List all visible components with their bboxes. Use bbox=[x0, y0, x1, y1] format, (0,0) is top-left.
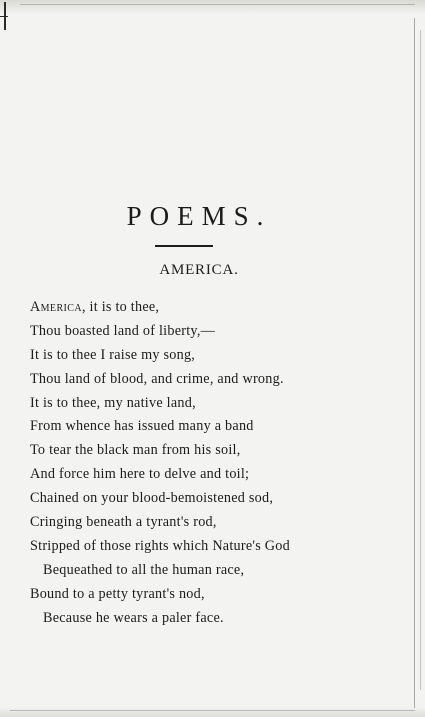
scan-right-edge bbox=[414, 18, 415, 708]
poem-line: Chained on your blood-bemoistened sod, bbox=[30, 490, 274, 507]
poem-line: From whence has issued many a band bbox=[30, 418, 254, 435]
poem-line: Bound to a petty tyrant's nod, bbox=[30, 585, 205, 602]
section-title: POEMS. bbox=[126, 201, 272, 231]
poem-first-word: America bbox=[30, 299, 82, 315]
poem-line: And force him here to delve and toil; bbox=[30, 466, 250, 483]
scan-bottom-line bbox=[10, 710, 415, 711]
poem-line-text: , it is to thee, bbox=[81, 299, 160, 315]
poem-line: Thou land of blood, and crime, and wrong. bbox=[30, 370, 284, 387]
scan-bottom-edge bbox=[0, 707, 425, 717]
poem-line: It is to thee I raise my song, bbox=[30, 346, 196, 363]
poem-body bbox=[30, 296, 290, 630]
scan-left-tick bbox=[0, 16, 8, 17]
poem-line: To tear the black man from his soil, bbox=[30, 442, 241, 459]
poem-line: Thou boasted land of liberty,— bbox=[30, 322, 216, 339]
scan-right-edge-outer bbox=[420, 30, 421, 690]
poem-title: AMERICA. bbox=[159, 262, 239, 278]
poem-line bbox=[30, 296, 290, 320]
poem-line: It is to thee, my native land, bbox=[30, 394, 196, 411]
scan-top-edge bbox=[0, 0, 425, 14]
title-rule bbox=[155, 245, 213, 247]
scan-top-line bbox=[20, 4, 415, 5]
poem-line: Cringing beneath a tyrant's rod, bbox=[30, 514, 217, 531]
poem-line: Bequeathed to all the human race, bbox=[43, 561, 245, 578]
poem-line: Stripped of those rights which Nature's God bbox=[30, 537, 290, 554]
poem-line: Because he wears a paler face. bbox=[43, 609, 224, 626]
